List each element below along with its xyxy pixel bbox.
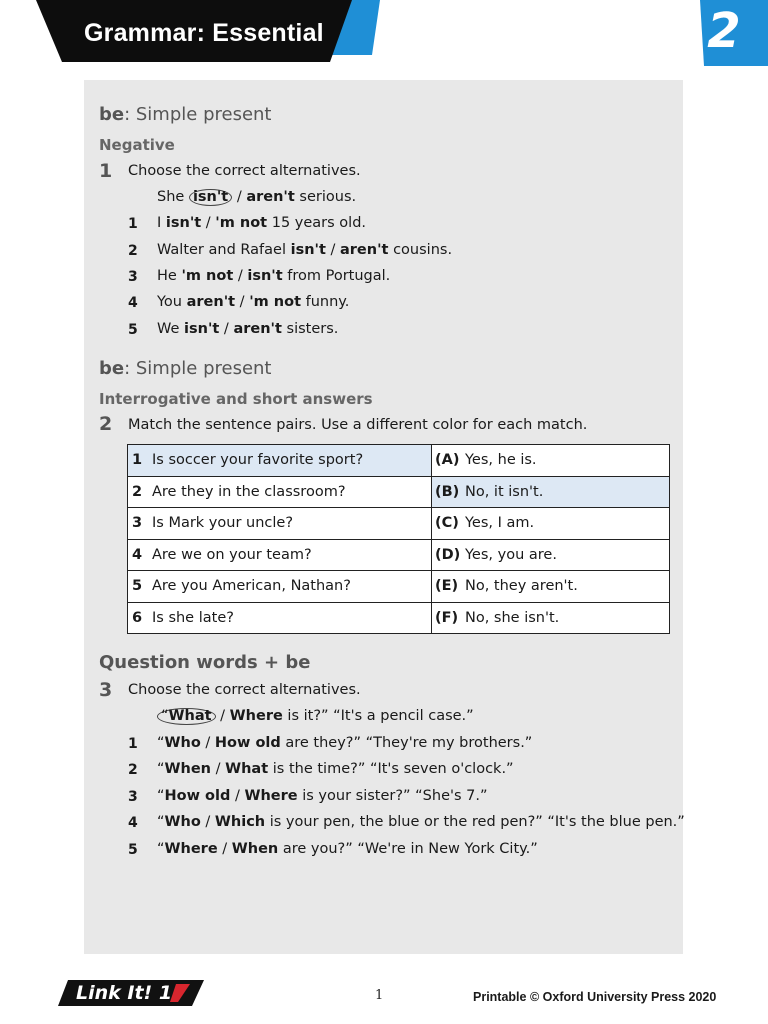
question-cell[interactable]: 5 Are you American, Nathan?	[128, 571, 432, 603]
question-cell[interactable]: 6 Is she late?	[128, 602, 432, 634]
matching-table	[127, 444, 670, 634]
table-row	[128, 571, 670, 603]
answer-cell[interactable]: (E) No, they aren't.	[432, 571, 670, 603]
question-cell[interactable]: 3 Is Mark your uncle?	[128, 508, 432, 540]
exercise-1-example: She isn't / aren't serious.	[157, 189, 357, 205]
exercise-1-item-number: 5	[128, 322, 138, 338]
copyright-text: Printable © Oxford University Press 2020	[473, 990, 717, 1004]
exercise-1-item[interactable]: We isn't / aren't sisters.	[157, 321, 339, 337]
exercise-3-item[interactable]: “How old / Where is your sister?” “She's 7.”	[157, 788, 488, 804]
exercise-1-item[interactable]: He 'm not / isn't from Portugal.	[157, 268, 391, 284]
section-2-title: be: Simple present	[99, 358, 272, 379]
exercise-3-item[interactable]: “Where / When are you?” “We're in New York City.”	[157, 841, 538, 857]
exercise-3-item-number: 2	[128, 762, 138, 778]
exercise-1-number: 1	[99, 160, 113, 182]
exercise-1-item-number: 4	[128, 295, 138, 311]
exercise-1-item[interactable]: I isn't / 'm not 15 years old.	[157, 215, 367, 231]
table-row	[128, 476, 670, 508]
exercise-3-example: “What / Where is it?” “It's a pencil case.”	[157, 708, 474, 725]
exercise-1-item[interactable]: You aren't / 'm not funny.	[157, 294, 350, 310]
exercise-3-number: 3	[99, 679, 113, 701]
exercise-3-item-number: 3	[128, 789, 138, 805]
exercise-3-item-number: 1	[128, 736, 138, 752]
exercise-1-item[interactable]: Walter and Rafael isn't / aren't cousins.	[157, 242, 453, 258]
section-1-subtitle: Negative	[99, 136, 175, 154]
exercise-3-item[interactable]: “When / What is the time?” “It's seven o'clock.”	[157, 761, 514, 777]
exercise-3-item[interactable]: “Who / Which is your pen, the blue or the red pen?” “It's the blue pen.”	[157, 814, 685, 830]
page-number: 1	[375, 988, 384, 1003]
exercise-1-item-number: 1	[128, 216, 138, 232]
exercise-1-item-number: 3	[128, 269, 138, 285]
exercise-3-item[interactable]: “Who / How old are they?” “They're my brothers.”	[157, 735, 533, 751]
exercise-2-instruction: Match the sentence pairs. Use a different color for each match.	[128, 417, 588, 433]
question-cell[interactable]: 2 Are they in the classroom?	[128, 476, 432, 508]
table-row	[128, 539, 670, 571]
unit-number: 2	[707, 3, 741, 59]
circled-answer: isn't	[189, 189, 232, 206]
table-row	[128, 508, 670, 540]
section-2-subtitle: Interrogative and short answers	[99, 390, 373, 408]
answer-cell[interactable]: (B) No, it isn't.	[432, 476, 670, 508]
exercise-1-item-number: 2	[128, 243, 138, 259]
answer-cell[interactable]: (D) Yes, you are.	[432, 539, 670, 571]
answer-cell[interactable]: (F) No, she isn't.	[432, 602, 670, 634]
table-row	[128, 445, 670, 477]
table-row	[128, 602, 670, 634]
exercise-3-instruction: Choose the correct alternatives.	[128, 682, 361, 698]
answer-cell[interactable]: (C) Yes, I am.	[432, 508, 670, 540]
question-cell[interactable]: 1 Is soccer your favorite sport?	[128, 445, 432, 477]
question-cell[interactable]: 4 Are we on your team?	[128, 539, 432, 571]
exercise-2-number: 2	[99, 413, 113, 435]
section-1-title: be: Simple present	[99, 104, 272, 125]
logo-text: Link It! 1	[76, 982, 173, 1004]
page-title: Grammar: Essential	[84, 19, 324, 47]
circled-answer: “What	[157, 708, 216, 725]
exercise-3-item-number: 5	[128, 842, 138, 858]
exercise-1-instruction: Choose the correct alternatives.	[128, 163, 361, 179]
section-3-title: Question words + be	[99, 652, 311, 673]
answer-cell[interactable]: (A) Yes, he is.	[432, 445, 670, 477]
exercise-3-item-number: 4	[128, 815, 138, 831]
